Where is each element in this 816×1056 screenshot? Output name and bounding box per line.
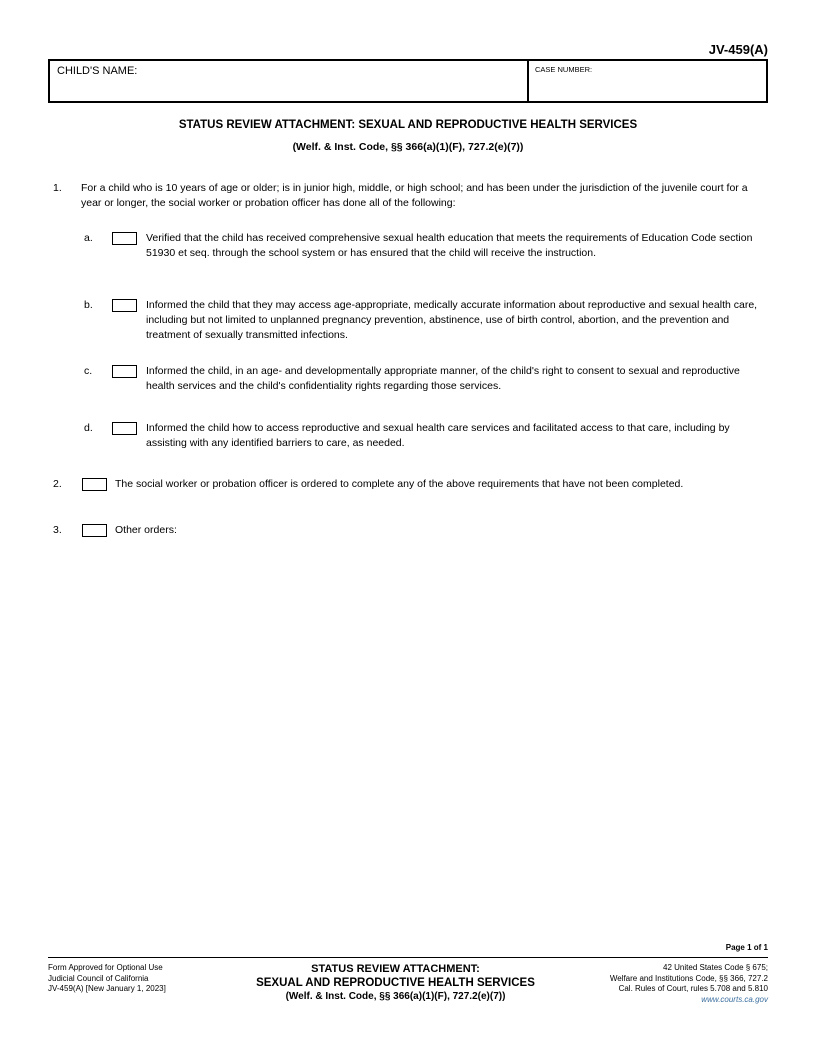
- childs-name-input[interactable]: [57, 77, 520, 97]
- item-3-number: 3.: [53, 524, 62, 536]
- courts-website-link[interactable]: www.courts.ca.gov: [701, 994, 768, 1004]
- footer-title-line-3: (Welf. & Inst. Code, §§ 366(a)(1)(F), 727.2(e)(7)): [285, 991, 506, 1002]
- page-indicator: Page 1 of 1: [725, 943, 768, 952]
- checkbox-1d[interactable]: [112, 422, 137, 435]
- item-1d-letter: d.: [84, 422, 93, 434]
- childs-name-label: CHILD'S NAME:: [57, 65, 138, 77]
- footer-citation-usc: 42 United States Code § 675;: [663, 963, 768, 972]
- item-2-number: 2.: [53, 478, 62, 490]
- form-subtitle: (Welf. & Inst. Code, §§ 366(a)(1)(F), 727.2(e)(7)): [292, 141, 524, 153]
- item-1c: [84, 364, 768, 394]
- childs-name-cell: [50, 61, 527, 101]
- checkbox-2[interactable]: [82, 478, 107, 491]
- footer-approval-line: Form Approved for Optional Use: [48, 963, 163, 972]
- item-1c-text: Informed the child, in an age- and developmentally appropriate manner, of the child's right to consent to sexual and reproductive health services and the child's confidentiality rights regarding those services.: [146, 365, 740, 392]
- item-3-text: Other orders:: [115, 524, 177, 536]
- caption-box: [48, 59, 768, 103]
- checkbox-1a[interactable]: [112, 232, 137, 245]
- footer-citation-rules: Cal. Rules of Court, rules 5.708 and 5.810: [618, 984, 768, 993]
- item-1-number: 1.: [53, 182, 62, 194]
- item-1-text: For a child who is 10 years of age or older; is in junior high, middle, or high school; and has been under the jurisdiction of the juvenile court for a year or longer, the social worker or probation officer has done all of the following:: [81, 182, 748, 209]
- item-1b: [84, 298, 768, 343]
- checkbox-3[interactable]: [82, 524, 107, 537]
- form-number: JV-459(A): [708, 42, 768, 57]
- item-1c-letter: c.: [84, 365, 93, 377]
- checkbox-1c[interactable]: [112, 365, 137, 378]
- footer: [48, 961, 768, 1005]
- footer-citation-wic: Welfare and Institutions Code, §§ 366, 727.2: [609, 973, 768, 983]
- form-title: STATUS REVIEW ATTACHMENT: SEXUAL AND REPRODUCTIVE HEALTH SERVICES: [178, 119, 638, 131]
- checkbox-1b[interactable]: [112, 299, 137, 312]
- case-number-input[interactable]: [535, 74, 760, 97]
- item-1a-text: Verified that the child has received comprehensive sexual health education that meets the requirements of Education Code section 51930 et seq. through the school system or has ensured that the child will receive the instruction.: [146, 232, 753, 259]
- item-2: [48, 477, 768, 492]
- item-2-text: The social worker or probation officer is ordered to complete any of the above requirements that have not been completed.: [115, 478, 684, 490]
- case-number-label: CASE NUMBER:: [535, 65, 593, 74]
- item-1b-letter: b.: [84, 299, 93, 311]
- footer-title-block: [248, 961, 543, 1005]
- item-3: [48, 523, 768, 538]
- footer-title-line-1: STATUS REVIEW ATTACHMENT:: [311, 963, 480, 975]
- case-number-cell: [527, 61, 766, 101]
- footer-approval-block: [48, 961, 248, 1005]
- item-1a: [84, 231, 768, 261]
- item-1d-text: Informed the child how to access reproductive and sexual health care services and facilitated access to that care, including by assisting with any identified barriers to care, as needed.: [146, 422, 730, 449]
- item-1d: [84, 421, 768, 451]
- footer-council-line: Judicial Council of California: [48, 973, 149, 983]
- footer-citations-block: [543, 961, 768, 1005]
- footer-divider: [48, 957, 768, 958]
- footer-title-line-2: SEXUAL AND REPRODUCTIVE HEALTH SERVICES: [256, 977, 535, 989]
- item-1a-letter: a.: [84, 232, 93, 244]
- footer-revision-line: JV-459(A) [New January 1, 2023]: [48, 984, 166, 993]
- item-1: [48, 181, 768, 211]
- item-1b-text: Informed the child that they may access age-appropriate, medically accurate information about reproductive and sexual health care, including but not limited to unplanned pregnancy prevention, abstinence, use of birth control, abortion, and the prevention and treatment of sexually transmitted infections.: [146, 299, 758, 341]
